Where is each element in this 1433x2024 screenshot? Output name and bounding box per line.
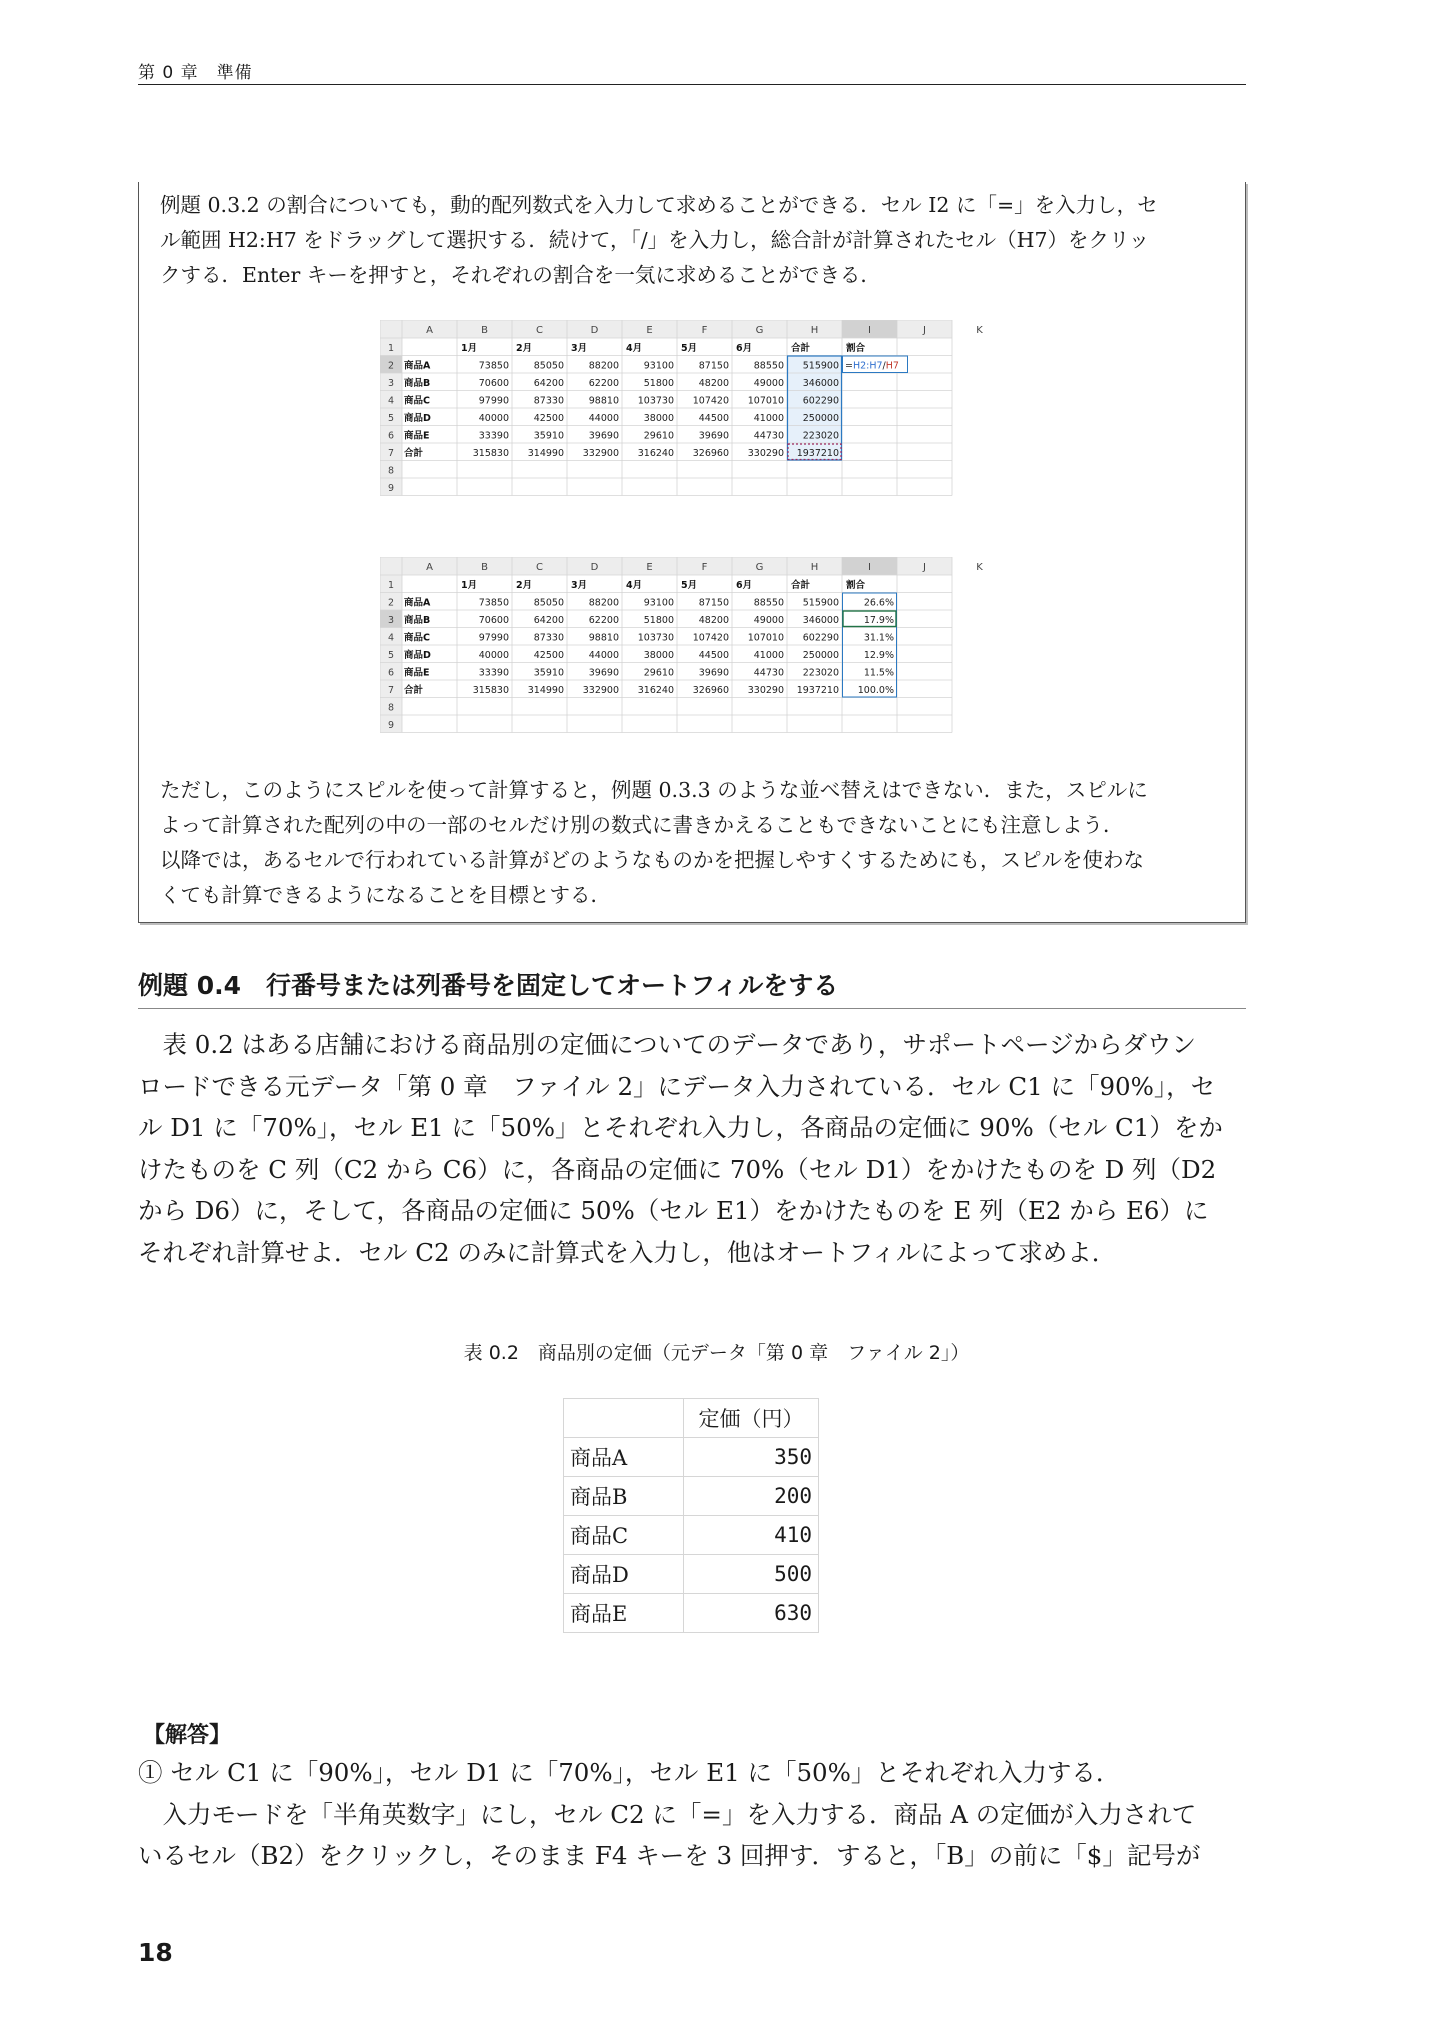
cell-value: 250000 — [802, 413, 839, 424]
cell-value: 1937210 — [796, 685, 839, 696]
row-number: 4 — [387, 632, 395, 644]
cell-value: 64200 — [533, 615, 564, 626]
answer-body — [138, 1752, 1246, 1877]
cell-value: 332900 — [582, 448, 619, 459]
month-header: 合計 — [791, 580, 811, 591]
month-header: 4月 — [626, 343, 643, 354]
price-table — [563, 1398, 819, 1633]
product-label: 商品E — [404, 430, 430, 442]
cell-value: 107420 — [692, 632, 729, 644]
row-number: 1 — [387, 343, 395, 354]
column-letter: E — [646, 325, 653, 336]
cell-value: 346000 — [802, 378, 839, 389]
spreadsheet-spill-result — [380, 557, 1005, 735]
cell-value: 103730 — [637, 395, 674, 407]
column-letter: D — [590, 562, 599, 573]
cell-value: 33390 — [478, 667, 509, 679]
ratio-value: 12.9% — [863, 650, 894, 661]
running-header: 第 0 章 準備 — [138, 63, 253, 83]
table-header-row — [564, 1399, 819, 1438]
cell-value: 88550 — [753, 360, 784, 372]
column-letter: F — [701, 325, 708, 336]
product-price: 350 — [684, 1438, 819, 1477]
cell-value: 40000 — [478, 413, 509, 424]
cell-value: 250000 — [802, 650, 839, 661]
row-number: 2 — [387, 360, 395, 372]
cell-value: 87150 — [698, 597, 729, 609]
note-line: 例題 0.3.2 の割合についても，動的配列数式を入力して求めることができる．セル I2 に「=」を入力し，セ — [160, 193, 1158, 217]
cell-value: 33390 — [478, 430, 509, 442]
row-number: 7 — [387, 448, 395, 459]
cell-value: 41000 — [753, 650, 784, 661]
answer-line: いるセル（B2）をクリックし，そのまま F4 キーを 3 回押す．すると，「B」の前に「$」記号が — [138, 1841, 1201, 1870]
column-letter: B — [481, 562, 488, 573]
answer-heading: 【解答】 — [143, 1723, 232, 1748]
month-header: 1月 — [461, 580, 478, 591]
cell-value: 330290 — [747, 448, 784, 459]
spreadsheet-grid — [380, 557, 1005, 735]
column-letter: C — [536, 325, 543, 336]
formula-token: H7 — [885, 360, 899, 372]
cell-value: 97990 — [478, 395, 509, 407]
cell-value: 38000 — [643, 413, 674, 424]
body-line: 表 0.2 はある店舗における商品別の定価についてのデータであり，サポートページからダウン — [138, 1030, 1197, 1059]
product-label: 商品B — [404, 615, 431, 626]
cell-value: 85050 — [533, 360, 564, 372]
cell-value: 88550 — [753, 597, 784, 609]
ratio-value: 31.1% — [863, 632, 894, 644]
row-number: 4 — [387, 395, 395, 407]
month-header: 割合 — [846, 343, 866, 354]
body-line: から D6）に，そして，各商品の定価に 50%（セル E1）をかけたものを E 列（E2 から E6）に — [138, 1196, 1209, 1225]
cell-value: 44500 — [698, 650, 729, 661]
cell-value: 41000 — [753, 413, 784, 424]
cell-value: 35910 — [533, 430, 564, 442]
row-number: 9 — [387, 720, 395, 731]
cell-value: 39690 — [698, 667, 729, 679]
product-price: 200 — [684, 1477, 819, 1516]
cell-value: 44000 — [588, 413, 619, 424]
row-number: 7 — [387, 685, 395, 696]
month-header: 割合 — [846, 580, 866, 591]
cell-value: 93100 — [643, 597, 674, 609]
formula-token: H2:H7 — [852, 360, 883, 372]
column-letter: H — [810, 325, 819, 336]
formula-token: / — [882, 360, 886, 372]
column-letter: C — [536, 562, 543, 573]
note-line: くても計算できるようになることを目標とする． — [160, 883, 611, 907]
table-row — [564, 1516, 819, 1555]
ratio-value: 26.6% — [863, 597, 894, 609]
cell-value: 49000 — [753, 615, 784, 626]
row-number: 3 — [387, 378, 395, 389]
column-letter: J — [923, 325, 926, 336]
cell-value: 70600 — [478, 378, 509, 389]
cell-value: 332900 — [582, 685, 619, 696]
product-label: 商品C — [404, 395, 430, 407]
note-line: 以降では，あるセルで行われている計算がどのようなものかを把握しやすくするためにも，スピルを使わな — [160, 848, 1144, 872]
spreadsheet-formula-entry — [380, 320, 1005, 498]
row-number: 8 — [387, 702, 395, 714]
cell-value: 346000 — [802, 615, 839, 626]
cell-value: 107420 — [692, 395, 729, 407]
month-header: 6月 — [736, 343, 753, 354]
cell-value: 42500 — [533, 650, 564, 661]
cell-value: 314990 — [527, 685, 564, 696]
cell-value: 316240 — [637, 685, 674, 696]
cell-value: 326960 — [692, 448, 729, 459]
column-letter: I — [868, 562, 871, 573]
month-header: 2月 — [516, 580, 533, 591]
cell-value: 98810 — [588, 632, 619, 644]
cell-value: 87330 — [533, 632, 564, 644]
product-label: 商品B — [404, 378, 431, 389]
cell-value: 73850 — [478, 360, 509, 372]
cell-value: 38000 — [643, 650, 674, 661]
table-row — [564, 1477, 819, 1516]
column-letter: E — [646, 562, 653, 573]
column-letter: H — [810, 562, 819, 573]
page-number: 18 — [138, 1938, 173, 1967]
cell-value: 515900 — [802, 360, 839, 372]
cell-value: 62200 — [588, 378, 619, 389]
note-paragraph-1 — [160, 188, 1225, 293]
cell-value: 51800 — [643, 378, 674, 389]
column-letter: K — [976, 325, 983, 336]
product-label: 商品D — [404, 413, 431, 424]
cell-value: 602290 — [802, 632, 839, 644]
row-number: 6 — [387, 430, 395, 442]
product-label: 商品C — [404, 632, 430, 644]
product-price: 500 — [684, 1555, 819, 1594]
ratio-value: 17.9% — [863, 615, 894, 626]
note-line: クする．Enter キーを押すと，それぞれの割合を一気に求めることができる． — [160, 263, 881, 287]
cell-value: 93100 — [643, 360, 674, 372]
cell-value: 70600 — [478, 615, 509, 626]
column-letter: I — [868, 325, 871, 336]
month-header: 3月 — [571, 343, 588, 354]
table-corner-cell — [564, 1399, 684, 1438]
section-body — [138, 1024, 1246, 1273]
cell-value: 326960 — [692, 685, 729, 696]
month-header: 2月 — [516, 343, 533, 354]
cell-value: 39690 — [588, 667, 619, 679]
product-label: 合計 — [404, 685, 424, 696]
cell-value: 44730 — [753, 430, 784, 442]
body-line: それぞれ計算せよ．セル C2 のみに計算式を入力し，他はオートフィルによって求めよ． — [138, 1237, 1117, 1267]
row-number: 6 — [387, 667, 395, 679]
cell-value: 42500 — [533, 413, 564, 424]
cell-value: 85050 — [533, 597, 564, 609]
body-line: けたものを C 列（C2 から C6）に，各商品の定価に 70%（セル D1）をかけたものを D 列（D2 — [138, 1154, 1217, 1184]
cell-value: 62200 — [588, 615, 619, 626]
answer-line: ① セル C1 に「90%」，セル D1 に「70%」，セル E1 に「50%」とそれぞれ入力する． — [138, 1758, 1121, 1787]
cell-value: 48200 — [698, 615, 729, 626]
cell-value: 88200 — [588, 597, 619, 609]
row-number: 3 — [387, 615, 395, 626]
cell-value: 29610 — [643, 667, 674, 679]
cell-value: 314990 — [527, 448, 564, 459]
product-label: 商品A — [404, 360, 431, 372]
column-letter: K — [976, 562, 983, 573]
spreadsheet-grid — [380, 320, 1005, 498]
cell-value: 316240 — [637, 448, 674, 459]
column-letter: A — [426, 562, 433, 573]
note-line: ただし，このようにスピルを使って計算すると，例題 0.3.3 のような並べ替えはできない．また，スピルに — [160, 778, 1148, 802]
month-header: 合計 — [791, 343, 811, 354]
table-row — [564, 1438, 819, 1477]
formula-token: = — [845, 360, 853, 372]
row-number: 1 — [387, 580, 395, 591]
product-label: 商品A — [404, 597, 431, 609]
month-header: 3月 — [571, 580, 588, 591]
cell-value: 315830 — [472, 448, 509, 459]
cell-value: 49000 — [753, 378, 784, 389]
cell-value: 44500 — [698, 413, 729, 424]
cell-value: 64200 — [533, 378, 564, 389]
month-header: 6月 — [736, 580, 753, 591]
product-label: 商品E — [404, 667, 430, 679]
cell-value: 51800 — [643, 615, 674, 626]
cell-value: 35910 — [533, 667, 564, 679]
row-number: 9 — [387, 483, 395, 494]
month-header: 5月 — [681, 580, 698, 591]
table-caption: 表 0.2 商品別の定価（元データ「第 0 章 ファイル 2」） — [463, 1342, 970, 1364]
ratio-value: 100.0% — [857, 685, 894, 696]
month-header: 4月 — [626, 580, 643, 591]
row-number: 5 — [387, 650, 395, 661]
cell-value: 515900 — [802, 597, 839, 609]
cell-value: 1937210 — [796, 448, 839, 459]
row-number: 5 — [387, 413, 395, 424]
month-header: 1月 — [461, 343, 478, 354]
product-name: 商品D — [564, 1555, 684, 1594]
column-letter: J — [923, 562, 926, 573]
table-row — [564, 1555, 819, 1594]
column-letter: B — [481, 325, 488, 336]
product-name: 商品C — [564, 1516, 684, 1555]
ratio-value: 11.5% — [863, 667, 894, 679]
cell-value: 40000 — [478, 650, 509, 661]
cell-value: 29610 — [643, 430, 674, 442]
product-price: 410 — [684, 1516, 819, 1555]
note-paragraph-2 — [160, 773, 1225, 913]
cell-value: 97990 — [478, 632, 509, 644]
cell-value: 223020 — [802, 667, 839, 679]
note-line: ル範囲 H2:H7 をドラッグして選択する．続けて，「/」を入力し，総合計が計算されたセル（H7）をクリッ — [160, 228, 1150, 252]
month-header: 5月 — [681, 343, 698, 354]
product-label: 合計 — [404, 448, 424, 459]
column-letter: A — [426, 325, 433, 336]
product-price: 630 — [684, 1594, 819, 1633]
cell-value: 315830 — [472, 685, 509, 696]
row-number: 2 — [387, 597, 395, 609]
column-letter: F — [701, 562, 708, 573]
cell-value: 602290 — [802, 395, 839, 407]
cell-value: 44000 — [588, 650, 619, 661]
cell-value: 107010 — [747, 632, 784, 644]
cell-value: 44730 — [753, 667, 784, 679]
product-name: 商品E — [564, 1594, 684, 1633]
cell-value: 98810 — [588, 395, 619, 407]
body-line: ル D1 に「70%」，セル E1 に「50%」とそれぞれ入力し，各商品の定価に 90%（セル C1）をか — [138, 1113, 1223, 1142]
section-rule — [138, 1008, 1246, 1009]
column-letter: G — [755, 562, 764, 573]
row-number: 8 — [387, 465, 395, 477]
body-line: ロードできる元データ「第 0 章 ファイル 2」にデータ入力されている．セル C1 に「90%」，セ — [138, 1071, 1216, 1101]
table-row — [564, 1594, 819, 1633]
product-label: 商品D — [404, 650, 431, 661]
cell-value: 48200 — [698, 378, 729, 389]
cell-value: 223020 — [802, 430, 839, 442]
column-letter: D — [590, 325, 599, 336]
product-name: 商品A — [564, 1438, 684, 1477]
column-letter: G — [755, 325, 764, 336]
cell-value: 103730 — [637, 632, 674, 644]
cell-value: 330290 — [747, 685, 784, 696]
cell-value: 87330 — [533, 395, 564, 407]
cell-value: 107010 — [747, 395, 784, 407]
answer-line: 入力モードを「半角英数字」にし，セル C2 に「=」を入力する．商品 A の定価が入力されて — [138, 1799, 1197, 1829]
note-line: よって計算された配列の中の一部のセルだけ別の数式に書きかえることもできないことにも注意しよう． — [160, 813, 1124, 837]
cell-value: 88200 — [588, 360, 619, 372]
cell-value: 39690 — [698, 430, 729, 442]
cell-value: 73850 — [478, 597, 509, 609]
header-rule — [138, 84, 1246, 85]
table-column-header: 定価（円） — [684, 1399, 819, 1438]
product-name: 商品B — [564, 1477, 684, 1516]
section-title: 例題 0.4 行番号または列番号を固定してオートフィルをする — [138, 971, 839, 1000]
formula-text — [845, 361, 899, 372]
cell-value: 39690 — [588, 430, 619, 442]
cell-value: 87150 — [698, 360, 729, 372]
